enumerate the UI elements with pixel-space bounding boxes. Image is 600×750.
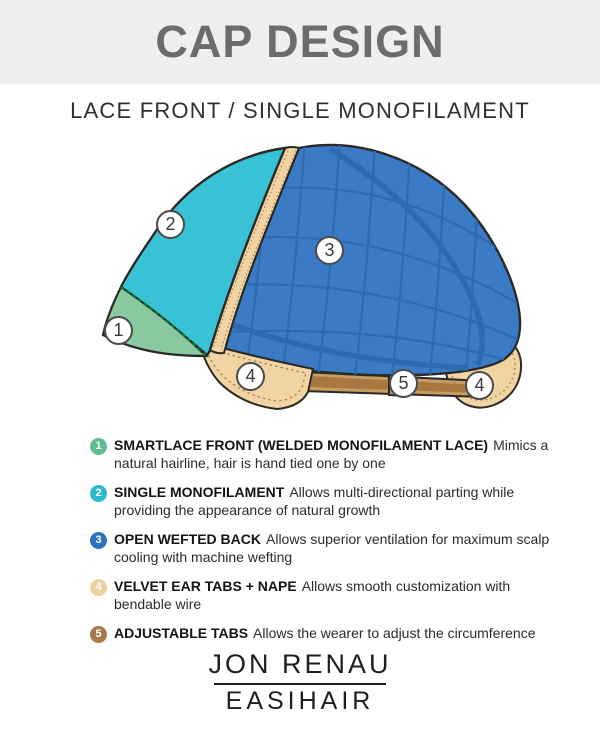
- cap-diagram: [0, 135, 600, 435]
- header-band: [0, 0, 600, 84]
- legend: [90, 437, 562, 655]
- legend-item-single-monofilament: [90, 484, 562, 519]
- legend-item-smartlace-front: [90, 437, 562, 472]
- legend-number-badge-4: 4: [90, 579, 107, 596]
- cap-subtitle: LACE FRONT / SINGLE MONOFILAMENT: [70, 98, 530, 123]
- legend-title: VELVET EAR TABS + NAPE: [114, 578, 297, 594]
- legend-description: Allows smooth customization with bendable wire: [114, 578, 511, 612]
- brand-name-jon-renau: JON RENAU: [208, 649, 392, 679]
- legend-description: Mimics a natural hairline, hair is hand tied one by one: [114, 437, 549, 471]
- callout-5: 5: [389, 369, 418, 398]
- legend-item-adjustable-tabs: [90, 625, 562, 643]
- legend-title: OPEN WEFTED BACK: [114, 531, 261, 547]
- legend-title: ADJUSTABLE TABS: [114, 625, 249, 641]
- legend-number-badge-2: 2: [90, 485, 107, 502]
- callout-1: 1: [104, 316, 133, 345]
- callout-3: 3: [315, 236, 344, 265]
- cap-illustration: [0, 135, 600, 435]
- callout-4-nape: 4: [465, 371, 494, 400]
- brand-name-easihair: EASIHAIR: [225, 687, 375, 715]
- legend-description: Allows the wearer to adjust the circumference: [253, 625, 536, 641]
- legend-title: SINGLE MONOFILAMENT: [114, 484, 285, 500]
- callout-4-ear-tab: 4: [236, 362, 265, 391]
- legend-title: SMARTLACE FRONT (WELDED MONOFILAMENT LACE): [114, 437, 489, 453]
- legend-item-velvet-ear-tabs: [90, 578, 562, 613]
- legend-number-badge-1: 1: [90, 438, 107, 455]
- legend-description: Allows multi-directional parting while providing the appearance of natural growth: [114, 484, 515, 518]
- brand-block: [0, 649, 600, 716]
- legend-description: Allows superior ventilation for maximum scalp cooling with machine wefting: [114, 531, 550, 565]
- legend-number-badge-5: 5: [90, 626, 107, 643]
- page-title: CAP DESIGN: [155, 16, 445, 67]
- brand-divider: [214, 683, 386, 685]
- callout-2: 2: [156, 210, 185, 239]
- legend-number-badge-3: 3: [90, 532, 107, 549]
- legend-item-open-wefted-back: [90, 531, 562, 566]
